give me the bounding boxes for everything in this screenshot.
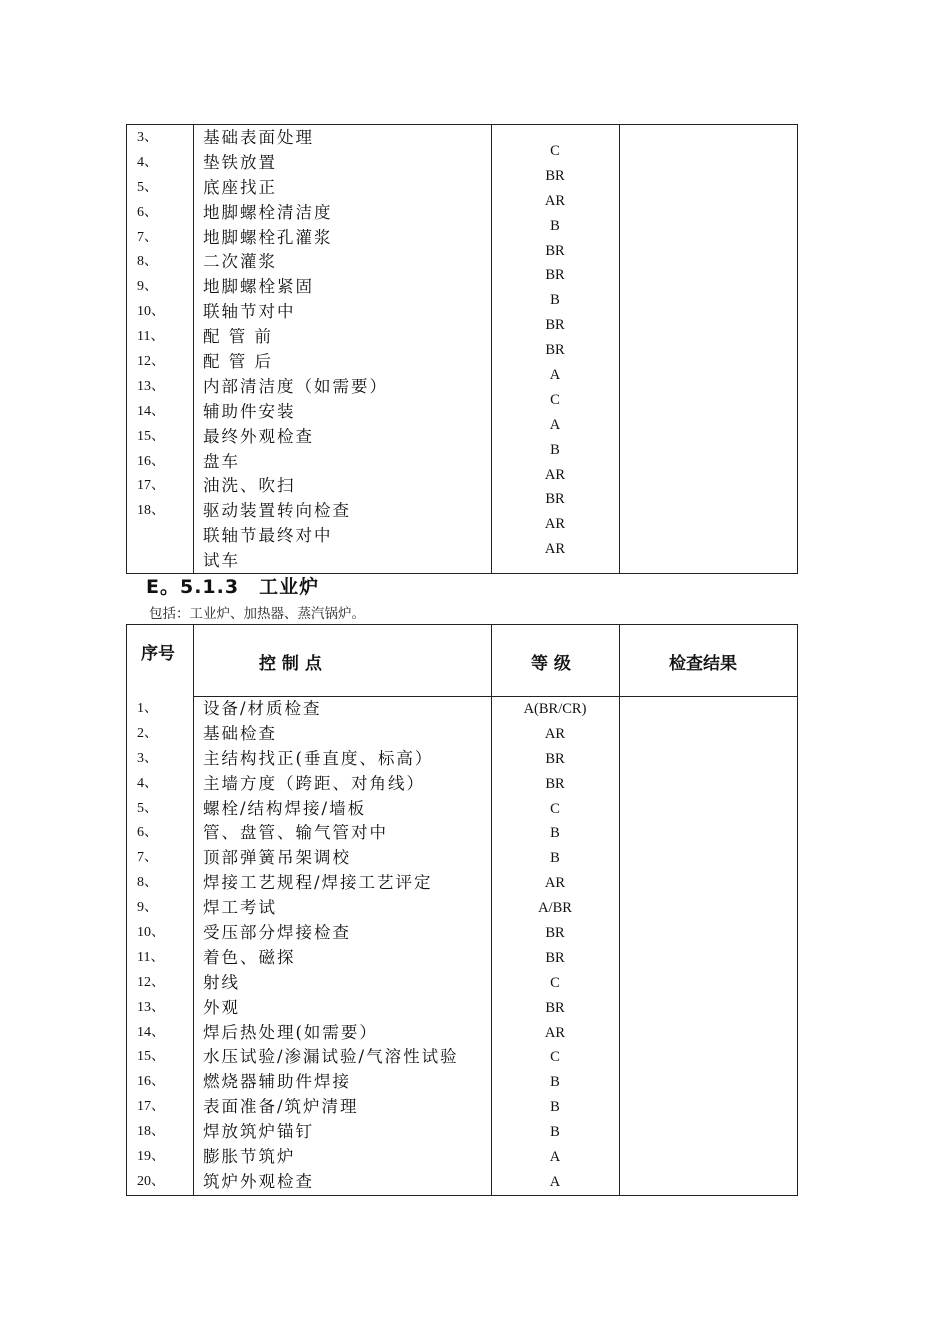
row-number: 12、	[137, 354, 165, 370]
control-point-item: 主墙方度（跨距、对角线）	[203, 773, 425, 793]
row-number: 3、	[137, 130, 158, 145]
grade-value: BR	[545, 242, 565, 259]
grade-value: B	[550, 1099, 560, 1116]
grade-value: AR	[544, 1024, 566, 1041]
grade-value: B	[550, 217, 560, 234]
grade-value: C	[550, 974, 560, 991]
grade-value: B	[550, 1074, 560, 1091]
control-point-item: 膨胀节筑炉	[203, 1147, 296, 1167]
control-point-item: 基础检查	[203, 723, 277, 743]
row-number: 4、	[137, 775, 158, 791]
row-number: 1、	[137, 701, 158, 716]
inspection-table-continued	[126, 124, 798, 574]
row-number: 7、	[137, 850, 158, 866]
control-point-item: 螺栓/结构焊接/墙板	[203, 798, 367, 818]
control-point-item: 配 管 后	[203, 352, 273, 372]
control-point-item: 燃烧器辅助件焊接	[203, 1072, 351, 1092]
grade-value: C	[550, 143, 560, 159]
grade-value: A	[549, 416, 561, 433]
control-point-item: 地脚螺栓清洁度	[203, 202, 333, 222]
control-point-item: 焊后热处理(如需要）	[203, 1022, 378, 1042]
control-point-item: 主结构找正(垂直度、标高）	[203, 748, 434, 768]
row-number: 12、	[137, 974, 165, 990]
furnace-inspection-table	[126, 624, 798, 1196]
grade-value: BR	[545, 167, 565, 184]
grade-value: A	[549, 1173, 561, 1190]
row-number: 3、	[137, 750, 158, 766]
control-point-item: 垫铁放置	[203, 152, 277, 172]
control-point-item: 顶部弹簧吊架调校	[203, 848, 351, 868]
row-number: 19、	[137, 1149, 165, 1165]
grade-value: C	[550, 800, 560, 817]
control-point-item: 底座找正	[203, 177, 277, 197]
grade-value: A	[549, 1149, 561, 1166]
header-grade: 等 级	[531, 654, 571, 674]
row-number: 9、	[137, 279, 158, 295]
control-point-item: 射线	[203, 972, 240, 992]
row-number: 4、	[137, 154, 158, 170]
control-point-column	[203, 126, 388, 574]
control-point-item: 焊放筑炉锚钉	[203, 1122, 314, 1142]
control-point-item: 受压部分焊接检查	[203, 923, 351, 943]
column-divider	[619, 125, 620, 573]
section-note: 包括：工业炉、加热器、蒸汽锅炉。	[149, 606, 365, 622]
row-number: 15、	[137, 1049, 165, 1065]
row-number: 9、	[137, 900, 158, 916]
grade-value: BR	[545, 267, 565, 284]
control-point-item: 联轴节对中	[203, 302, 296, 322]
control-point-item: 水压试验/渗漏试验/气溶性试验	[203, 1047, 459, 1067]
grade-value: B	[550, 850, 560, 867]
grade-value: C	[550, 1049, 560, 1066]
grade-value: B	[550, 292, 560, 309]
grade-value: BR	[545, 949, 565, 966]
row-number: 18、	[137, 1124, 165, 1140]
grade-value: AR	[544, 725, 566, 742]
grade-value: B	[550, 825, 560, 842]
grade-value: C	[550, 391, 560, 408]
row-number: 16、	[137, 1074, 165, 1090]
control-point-item: 联轴节最终对中	[203, 526, 333, 546]
grade-value: BR	[545, 775, 565, 792]
row-number: 14、	[137, 1024, 165, 1040]
column-divider	[193, 625, 194, 1195]
row-number: 11、	[137, 329, 165, 345]
control-point-item: 着色、磁探	[203, 947, 296, 967]
row-number: 5、	[137, 800, 158, 816]
grade-value: B	[550, 441, 560, 458]
control-point-item: 最终外观检查	[203, 426, 314, 446]
row-number: 8、	[137, 875, 158, 891]
control-point-item: 配 管 前	[203, 327, 273, 347]
control-point-item: 二次灌浆	[203, 252, 277, 272]
control-point-item: 内部清洁度（如需要）	[203, 376, 388, 396]
row-number: 20、	[137, 1173, 165, 1189]
control-point-item: 试车	[203, 551, 240, 571]
grade-value: BR	[545, 342, 565, 359]
row-number: 7、	[137, 229, 158, 245]
grade-value: BR	[545, 925, 565, 942]
control-point-item: 外观	[203, 997, 240, 1017]
control-point-item: 地脚螺栓孔灌浆	[203, 227, 333, 247]
grade-value: B	[550, 1124, 560, 1141]
row-number: 17、	[137, 1099, 165, 1115]
column-divider	[193, 125, 194, 573]
grade-value: AR	[544, 192, 566, 209]
grade-value: BR	[545, 491, 565, 508]
control-point-item: 地脚螺栓紧固	[203, 277, 314, 297]
row-number: 8、	[137, 254, 158, 270]
row-number: 13、	[137, 999, 165, 1015]
grade-value: BR	[545, 750, 565, 767]
row-number: 10、	[137, 925, 165, 941]
grade-value: A/BR	[538, 900, 572, 917]
control-point-item: 驱动装置转向检查	[203, 501, 351, 521]
grade-value: BR	[545, 999, 565, 1016]
control-point-item: 辅助件安装	[203, 401, 296, 421]
header-control-point: 控 制 点	[259, 654, 322, 674]
row-number: 6、	[137, 204, 158, 220]
grade-value: AR	[544, 466, 566, 483]
header-result: 检查结果	[669, 654, 737, 674]
number-column	[137, 697, 165, 1195]
grade-column	[491, 697, 619, 1195]
grade-value: AR	[544, 875, 566, 892]
grade-column	[491, 139, 619, 562]
control-point-item: 筑炉外观检查	[203, 1171, 314, 1191]
grade-value: A(BR/CR)	[523, 701, 587, 717]
row-number: 6、	[137, 825, 158, 841]
control-point-item: 基础表面处理	[203, 128, 314, 147]
control-point-item: 油洗、吹扫	[203, 476, 296, 496]
row-number: 16、	[137, 453, 165, 469]
row-number: 13、	[137, 378, 165, 394]
row-number: 5、	[137, 179, 158, 195]
row-number: 14、	[137, 403, 165, 419]
control-point-item: 管、盘管、输气管对中	[203, 823, 388, 843]
row-number: 10、	[137, 304, 165, 320]
row-number: 2、	[137, 725, 158, 741]
control-point-item: 设备/材质检查	[203, 699, 322, 718]
control-point-item: 盘车	[203, 451, 240, 471]
header-number: 序号	[141, 644, 175, 664]
row-number: 18、	[137, 503, 165, 519]
section-title: E。5.1.3 工业炉	[146, 576, 320, 598]
row-number: 17、	[137, 478, 165, 494]
control-point-column	[203, 697, 459, 1195]
grade-value: A	[549, 367, 561, 384]
control-point-item: 表面准备/筑炉清理	[203, 1097, 359, 1117]
control-point-item: 焊接工艺规程/焊接工艺评定	[203, 873, 433, 893]
grade-value: BR	[545, 317, 565, 334]
control-point-item: 焊工考试	[203, 898, 277, 918]
column-divider	[619, 625, 620, 1195]
grade-value: AR	[544, 516, 566, 533]
number-column	[137, 126, 165, 524]
row-number: 11、	[137, 949, 165, 965]
grade-value: AR	[544, 541, 566, 558]
row-number: 15、	[137, 428, 165, 444]
